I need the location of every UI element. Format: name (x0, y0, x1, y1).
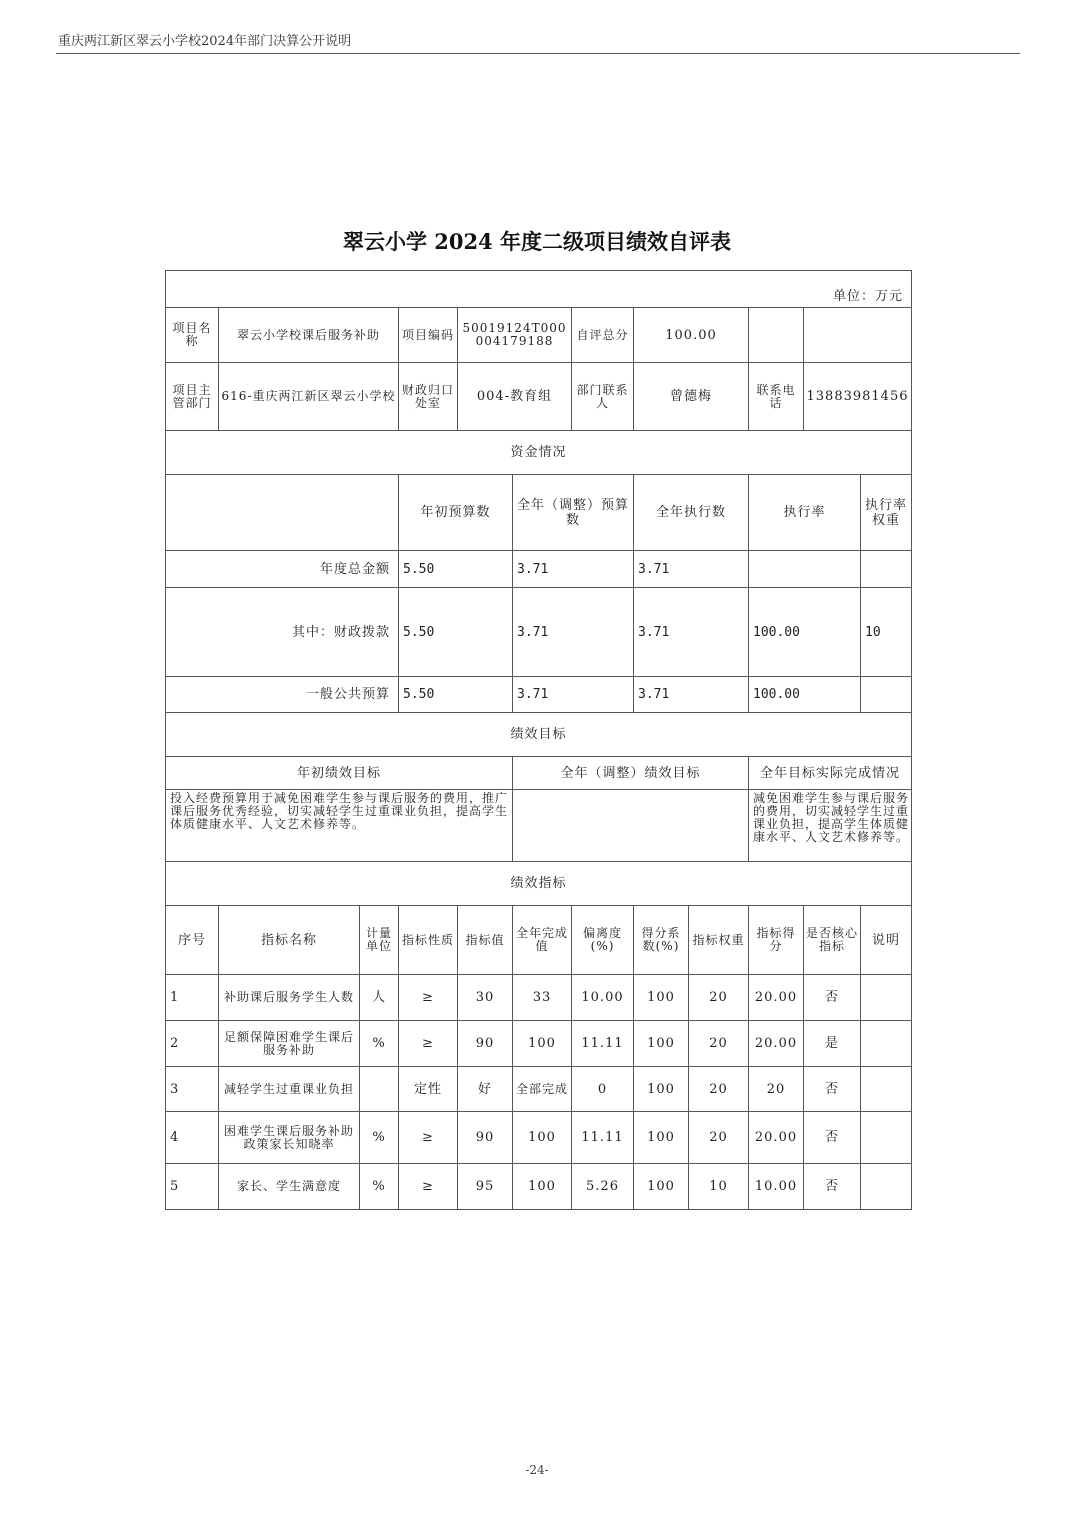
project-code-label: 项目编码 (399, 308, 458, 363)
ind-unit: 人 (360, 975, 399, 1021)
funds-header-row (166, 475, 912, 551)
funds-adjusted: 3.71 (513, 551, 634, 588)
ind-weight: 10 (689, 1164, 749, 1210)
ind-unit (360, 1067, 399, 1112)
project-row-1 (166, 308, 912, 363)
ind-header-score: 指标得分 (749, 906, 804, 975)
ind-actual: 33 (513, 975, 572, 1021)
self-score: 100.00 (634, 308, 749, 363)
project-name-label: 项目名称 (166, 308, 219, 363)
goal-initial-text: 投入经费预算用于减免困难学生参与课后服务的费用，推广课后服务优秀经验，切实减轻学生过重课业负担，提高学生体质健康水平、人文艺术修养等。 (166, 790, 513, 862)
ind-nature: ≥ (399, 975, 458, 1021)
ind-score: 10.00 (749, 1164, 804, 1210)
ind-nature: 定性 (399, 1067, 458, 1112)
ind-name: 减轻学生过重课业负担 (219, 1067, 360, 1112)
office-value: 004-教育组 (458, 363, 572, 431)
contact-value: 曾德梅 (634, 363, 749, 431)
ind-deviation: 5.26 (572, 1164, 634, 1210)
funds-adjusted: 3.71 (513, 588, 634, 677)
ind-name: 困难学生课后服务补助政策家长知晓率 (219, 1112, 360, 1164)
ind-note (861, 975, 912, 1021)
ind-deviation: 11.11 (572, 1021, 634, 1067)
ind-weight: 20 (689, 975, 749, 1021)
goals-content-row (166, 790, 912, 862)
self-score-label: 自评总分 (572, 308, 634, 363)
ind-score: 20.00 (749, 1112, 804, 1164)
ind-no: 4 (166, 1112, 219, 1164)
project-name: 翠云小学校课后服务补助 (219, 308, 399, 363)
ind-score: 20 (749, 1067, 804, 1112)
ind-deviation: 10.00 (572, 975, 634, 1021)
funds-adjusted: 3.71 (513, 677, 634, 713)
ind-target: 好 (458, 1067, 513, 1112)
goal-adjusted-text (513, 790, 749, 862)
ind-header-no: 序号 (166, 906, 219, 975)
ind-note (861, 1164, 912, 1210)
ind-target: 90 (458, 1112, 513, 1164)
ind-actual: 100 (513, 1112, 572, 1164)
funds-budget: 5.50 (399, 677, 513, 713)
goals-header-actual: 全年目标实际完成情况 (749, 757, 912, 790)
funds-header-adjusted: 全年（调整）预算数 (513, 475, 634, 551)
funds-executed: 3.71 (634, 677, 749, 713)
ind-unit: % (360, 1021, 399, 1067)
goals-header-initial: 年初绩效目标 (166, 757, 513, 790)
ind-no: 2 (166, 1021, 219, 1067)
ind-deviation: 0 (572, 1067, 634, 1112)
ind-note (861, 1067, 912, 1112)
ind-weight: 20 (689, 1067, 749, 1112)
ind-no: 1 (166, 975, 219, 1021)
funds-row-label: 年度总金额 (166, 551, 399, 588)
header-divider (56, 53, 1020, 54)
funds-rate (749, 551, 861, 588)
indicators-section-title: 绩效指标 (166, 862, 912, 906)
funds-header-executed: 全年执行数 (634, 475, 749, 551)
funds-weight (861, 677, 912, 713)
funds-row (166, 677, 912, 713)
ind-score: 20.00 (749, 975, 804, 1021)
ind-no: 3 (166, 1067, 219, 1112)
ind-actual: 100 (513, 1021, 572, 1067)
funds-header-weight: 执行率权重 (861, 475, 912, 551)
phone-label: 联系电话 (749, 363, 804, 431)
indicator-row (166, 1067, 912, 1112)
funds-rate: 100.00 (749, 677, 861, 713)
ind-coef: 100 (634, 1021, 689, 1067)
funds-executed: 3.71 (634, 588, 749, 677)
funds-weight: 10 (861, 588, 912, 677)
funds-row (166, 588, 912, 677)
ind-name: 足额保障困难学生课后服务补助 (219, 1021, 360, 1067)
goals-header-row (166, 757, 912, 790)
ind-weight: 20 (689, 1112, 749, 1164)
funds-executed: 3.71 (634, 551, 749, 588)
unit-label: 单位：万元 (166, 271, 912, 308)
funds-row-label: 一般公共预算 (166, 677, 399, 713)
funds-row-label: 其中：财政拨款 (166, 588, 399, 677)
page-title: 翠云小学 2024 年度二级项目绩效自评表 (342, 229, 732, 254)
indicator-row (166, 1112, 912, 1164)
funds-row (166, 551, 912, 588)
ind-nature: ≥ (399, 1164, 458, 1210)
ind-header-deviation: 偏离度(%) (572, 906, 634, 975)
funds-rate: 100.00 (749, 588, 861, 677)
ind-coef: 100 (634, 975, 689, 1021)
ind-actual: 100 (513, 1164, 572, 1210)
ind-header-name: 指标名称 (219, 906, 360, 975)
indicator-row (166, 1164, 912, 1210)
ind-header-target: 指标值 (458, 906, 513, 975)
dept-value: 616-重庆两江新区翠云小学校 (219, 363, 399, 431)
funds-budget: 5.50 (399, 551, 513, 588)
ind-actual: 全部完成 (513, 1067, 572, 1112)
goals-section-title: 绩效目标 (166, 713, 912, 757)
page-header: 重庆两江新区翠云小学校2024年部门决算公开说明 (58, 34, 352, 49)
ind-coef: 100 (634, 1164, 689, 1210)
funds-section-title: 资金情况 (166, 431, 912, 475)
ind-core: 否 (804, 975, 861, 1021)
ind-nature: ≥ (399, 1112, 458, 1164)
ind-coef: 100 (634, 1067, 689, 1112)
ind-unit: % (360, 1164, 399, 1210)
indicators-header-row (166, 906, 912, 975)
goals-header-adjusted: 全年（调整）绩效目标 (513, 757, 749, 790)
ind-header-weight: 指标权重 (689, 906, 749, 975)
ind-no: 5 (166, 1164, 219, 1210)
ind-target: 95 (458, 1164, 513, 1210)
ind-coef: 100 (634, 1112, 689, 1164)
ind-note (861, 1112, 912, 1164)
indicator-row (166, 975, 912, 1021)
page-number: -24- (525, 1463, 549, 1477)
ind-name: 家长、学生满意度 (219, 1164, 360, 1210)
office-label: 财政归口处室 (399, 363, 458, 431)
ind-target: 90 (458, 1021, 513, 1067)
ind-header-nature: 指标性质 (399, 906, 458, 975)
ind-name: 补助课后服务学生人数 (219, 975, 360, 1021)
funds-header-budget: 年初预算数 (399, 475, 513, 551)
dept-label: 项目主管部门 (166, 363, 219, 431)
project-row-2 (166, 363, 912, 431)
funds-budget: 5.50 (399, 588, 513, 677)
ind-deviation: 11.11 (572, 1112, 634, 1164)
indicator-row (166, 1021, 912, 1067)
ind-header-core: 是否核心指标 (804, 906, 861, 975)
contact-label: 部门联系人 (572, 363, 634, 431)
phone-value: 13883981456 (804, 363, 912, 431)
ind-core: 否 (804, 1067, 861, 1112)
ind-score: 20.00 (749, 1021, 804, 1067)
ind-core: 否 (804, 1164, 861, 1210)
ind-unit: % (360, 1112, 399, 1164)
goal-actual-text: 减免困难学生参与课后服务的费用，切实减轻学生过重课业负担，提高学生体质健康水平、人文艺术修养等。 (749, 790, 912, 862)
ind-core: 是 (804, 1021, 861, 1067)
ind-header-note: 说明 (861, 906, 912, 975)
ind-header-coef: 得分系数(%) (634, 906, 689, 975)
ind-header-unit: 计量单位 (360, 906, 399, 975)
performance-table (165, 270, 912, 1210)
ind-nature: ≥ (399, 1021, 458, 1067)
ind-weight: 20 (689, 1021, 749, 1067)
funds-weight (861, 551, 912, 588)
ind-header-actual: 全年完成值 (513, 906, 572, 975)
ind-note (861, 1021, 912, 1067)
ind-core: 否 (804, 1112, 861, 1164)
ind-target: 30 (458, 975, 513, 1021)
project-code: 50019124T000004179188 (458, 308, 572, 363)
funds-header-rate: 执行率 (749, 475, 861, 551)
